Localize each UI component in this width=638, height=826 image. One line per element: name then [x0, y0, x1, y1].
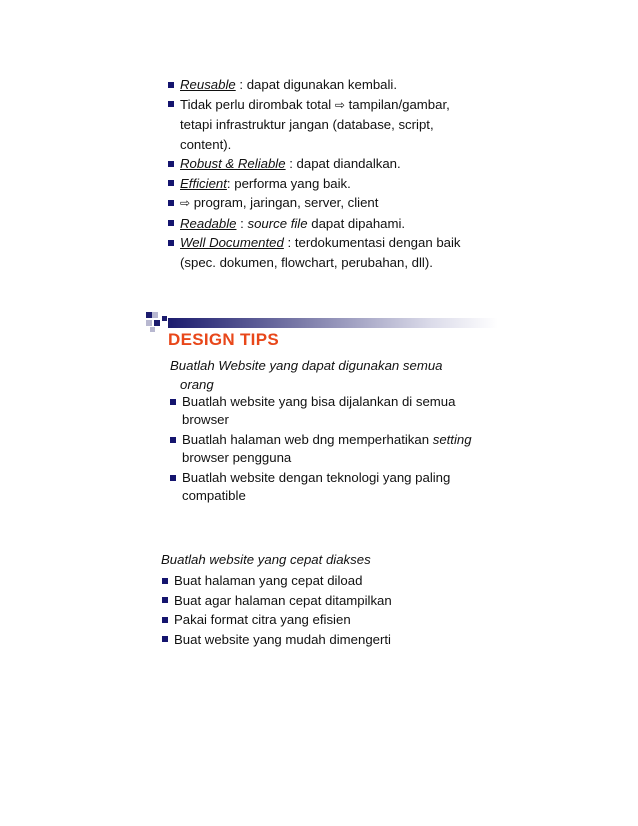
term: Readable	[180, 215, 237, 231]
list-item: Tidak perlu dirombak total ⇨ tampilan/gambar, tetapi infrastruktur jangan (database, script, content).	[180, 95, 480, 155]
term: Well Documented	[180, 235, 284, 250]
list-item: Buat halaman yang cepat diload	[174, 571, 474, 591]
square-bullet-icon	[168, 240, 174, 246]
feature-list	[180, 75, 480, 272]
list-item: Buat website yang mudah dimengerti	[174, 630, 474, 650]
list-item: Robust & Reliable : dapat diandalkan.	[180, 154, 480, 174]
arrow-right-icon: ⇨	[180, 196, 191, 210]
list-item: Buat agar halaman cepat ditampilkan	[174, 591, 474, 611]
square-bullet-icon	[162, 597, 168, 603]
section-intro: Buatlah Website yang dapat digunakan semua orang	[170, 358, 443, 392]
list-item: Efficient: performa yang baik.	[180, 174, 480, 194]
term: Robust & Reliable	[180, 156, 286, 171]
list-item: Reusable : dapat digunakan kembali.	[180, 75, 480, 95]
list-item: Buatlah website dengan teknologi yang paling compatible	[182, 469, 482, 504]
square-bullet-icon	[162, 636, 168, 642]
square-bullet-icon	[168, 161, 174, 167]
square-bullet-icon	[170, 399, 176, 405]
square-bullet-icon	[168, 220, 174, 226]
list-item: Pakai format citra yang efisien	[174, 610, 474, 630]
square-bullet-icon	[162, 617, 168, 623]
speed-tips-list	[174, 571, 474, 649]
term: Reusable	[180, 77, 236, 92]
section-intro: Buatlah website yang cepat diakses	[161, 552, 371, 567]
square-bullet-icon	[168, 101, 174, 107]
square-bullet-icon	[170, 437, 176, 443]
list-item: Readable : source file dapat dipahami.	[180, 214, 480, 234]
term: Efficient	[180, 175, 227, 191]
arrow-right-icon: ⇨	[334, 97, 345, 112]
list-item: Well Documented : terdokumentasi dengan baik (spec. dokumen, flowchart, perubahan, dll).	[180, 233, 480, 272]
design-tips-list	[182, 393, 482, 507]
square-bullet-icon	[168, 200, 174, 206]
square-bullet-icon	[168, 180, 174, 186]
square-bullet-icon	[162, 578, 168, 584]
square-bullet-icon	[170, 475, 176, 481]
list-item: Buatlah halaman web dng memperhatikan setting browser pengguna	[182, 431, 482, 466]
list-item: Buatlah website yang bisa dijalankan di semua browser	[182, 393, 482, 428]
square-bullet-icon	[168, 82, 174, 88]
section-title: DESIGN TIPS	[168, 330, 279, 349]
list-item: ⇨ program, jaringan, server, client	[180, 193, 480, 214]
title-decoration-bar	[146, 312, 498, 332]
